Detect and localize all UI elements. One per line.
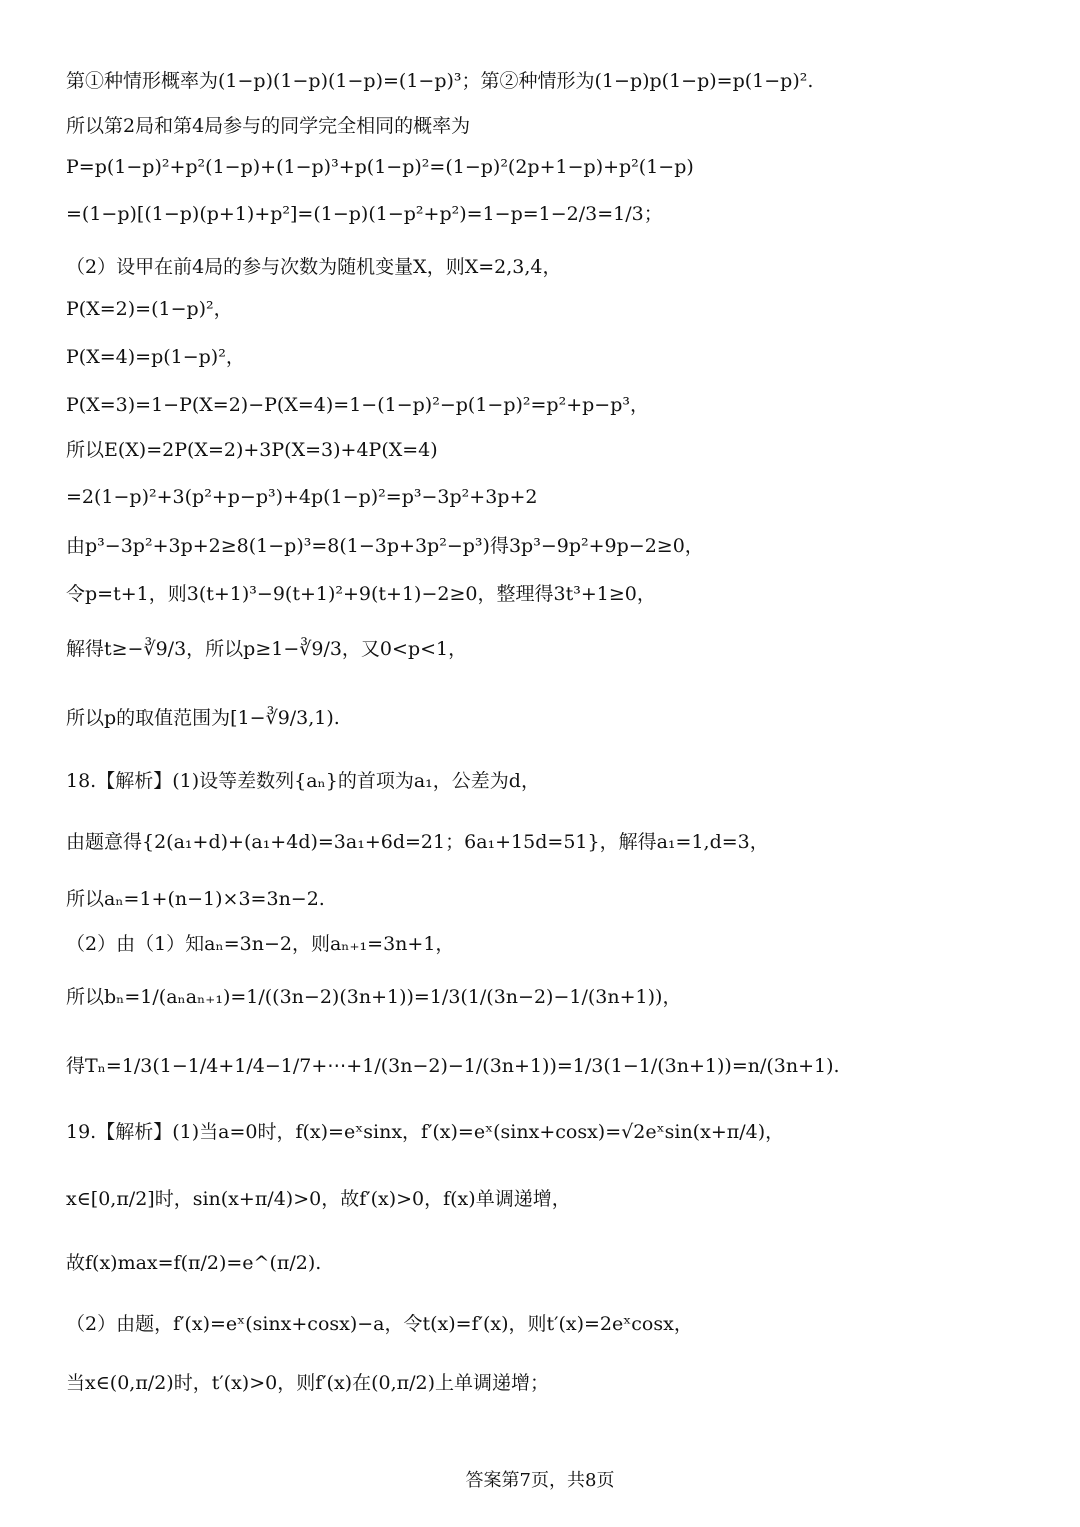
solution-line: P(X=4)=p(1−p)²， — [66, 346, 245, 368]
solution-line: 第①种情形概率为(1−p)(1−p)(1−p)=(1−p)³；第②种情形为(1−p)p(1−p)=p(1−p)². — [66, 70, 814, 92]
solution-line: 所以aₙ=1+(n−1)×3=3n−2. — [66, 888, 325, 910]
solution-line: 所以E(X)=2P(X=2)+3P(X=3)+4P(X=4) — [66, 439, 438, 461]
solution-line: 由题意得{2(a₁+d)+(a₁+4d)=3a₁+6d=21；6a₁+15d=51}，解得a₁=1,d=3， — [66, 831, 769, 853]
page-footer: 答案第7页，共8页 — [465, 1470, 615, 1491]
solution-line: P(X=2)=(1−p)²， — [66, 298, 233, 320]
solution-line: 故f(x)max=f(π/2)=e^(π/2). — [66, 1252, 322, 1274]
solution-line: x∈[0,π/2]时，sin(x+π/4)>0，故f′(x)>0，f(x)单调递增， — [66, 1188, 571, 1210]
solution-line: 得Tₙ=1/3(1−1/4+1/4−1/7+⋯+1/(3n−2)−1/(3n+1))=1/3(1−1/(3n+1))=n/(3n+1). — [66, 1055, 840, 1077]
solution-line: 当x∈(0,π/2)时，t′(x)>0，则f′(x)在(0,π/2)上单调递增； — [66, 1372, 550, 1394]
solution-line: （2）设甲在前4局的参与次数为随机变量X，则X=2,3,4， — [66, 256, 562, 278]
solution-line: =(1−p)[(1−p)(p+1)+p²]=(1−p)(1−p²+p²)=1−p=1−2/3=1/3； — [66, 203, 663, 225]
solution-line: 令p=t+1，则3(t+1)³−9(t+1)²+9(t+1)−2≥0，整理得3t³+1≥0， — [66, 583, 656, 605]
solution-line: （2）由题，f′(x)=eˣ(sinx+cosx)−a，令t(x)=f′(x)，则t′(x)=2eˣcosx， — [66, 1313, 693, 1335]
solution-line: 所以bₙ=1/(aₙaₙ₊₁)=1/((3n−2)(3n+1))=1/3(1/(3n−2)−1/(3n+1))， — [66, 986, 682, 1008]
solution-line: P(X=3)=1−P(X=2)−P(X=4)=1−(1−p)²−p(1−p)²=p²+p−p³， — [66, 394, 649, 416]
solution-line: 19.【解析】(1)当a=0时，f(x)=eˣsinx，f′(x)=eˣ(sinx+cosx)=√2eˣsin(x+π/4)， — [66, 1121, 785, 1143]
solution-line: P=p(1−p)²+p²(1−p)+(1−p)³+p(1−p)²=(1−p)²(2p+1−p)+p²(1−p) — [66, 156, 694, 178]
solution-line: 18.【解析】(1)设等差数列{aₙ}的首项为a₁，公差为d， — [66, 770, 540, 792]
solution-line: 由p³−3p²+3p+2≥8(1−p)³=8(1−3p+3p²−p³)得3p³−9p²+9p−2≥0， — [66, 535, 704, 557]
solution-line: 所以第2局和第4局参与的同学完全相同的概率为 — [66, 115, 471, 137]
solution-line: 所以p的取值范围为[1−∛9/3,1). — [66, 707, 340, 729]
solution-line: =2(1−p)²+3(p²+p−p³)+4p(1−p)²=p³−3p²+3p+2 — [66, 486, 538, 508]
solution-line: 解得t≥−∛9/3，所以p≥1−∛9/3，又0<p<1， — [66, 638, 468, 660]
solution-line: （2）由（1）知aₙ=3n−2，则aₙ₊₁=3n+1， — [66, 933, 455, 955]
